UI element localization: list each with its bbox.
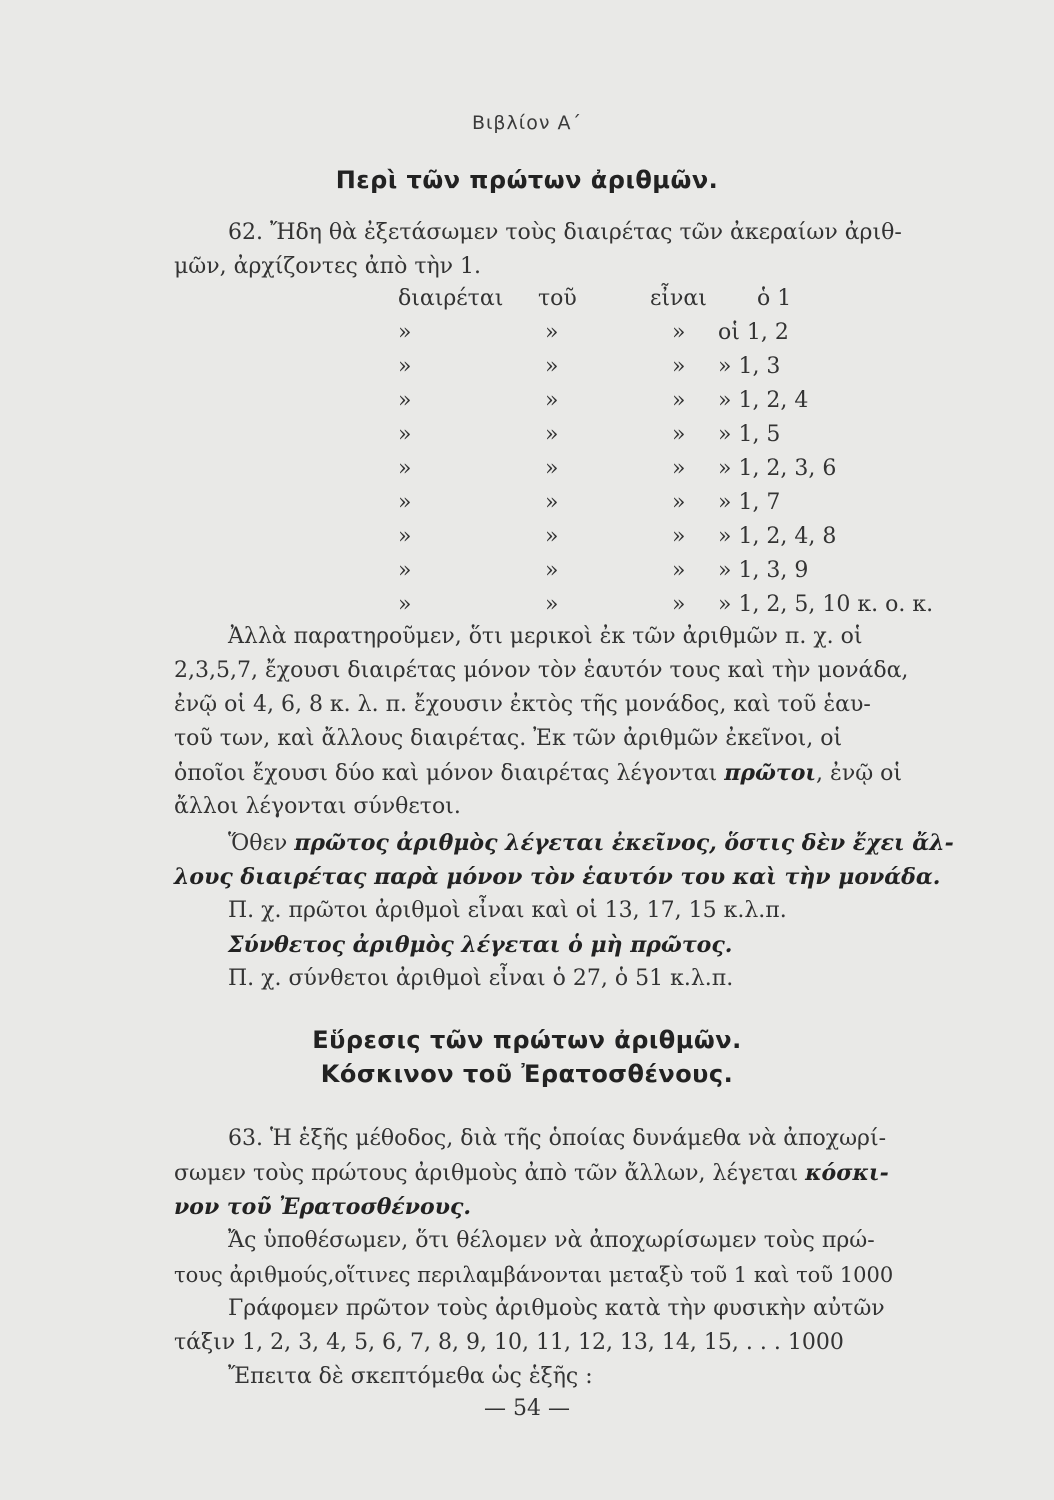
divisor-cell-c5: » 1, 3 [718, 354, 781, 379]
term-prime: πρῶτοι [724, 760, 817, 786]
paragraph-text: σωμεν τοὺς πρώτους ἀριθμοὺς ἀπὸ τῶν ἄλλων, λέγεται [174, 1161, 806, 1186]
divisor-cell-c2: » [545, 490, 559, 515]
divisor-cell-c5: » 1, 7 [718, 490, 781, 515]
divisor-cell-c1: » [398, 320, 412, 345]
definition-prime-line-2: λους διαιρέτας παρὰ μόνον τὸν ἑαυτόν του καὶ τὴν μονάδα. [174, 864, 941, 890]
example-composites: Π. χ. σύνθετοι ἀριθμοὶ εἶναι ὁ 27, ὁ 51 κ.λ.π. [228, 966, 734, 991]
term-sieve: κόσκι- [805, 1160, 889, 1186]
paragraph-62-line-1: 62. Ἤδη θὰ ἐξετάσωμεν τοὺς διαιρέτας τῶν ἀκεραίων ἀριθ- [228, 220, 902, 245]
paragraph-line: τοῦ των, καὶ ἄλλους διαιρέτας. Ἐκ τῶν ἀριθμῶν ἐκεῖνοι, οἱ [174, 726, 843, 751]
paragraph-line [174, 758, 902, 789]
divisor-cell-c4: » [672, 320, 686, 345]
divisor-cell-c2: » [545, 456, 559, 481]
divisor-cell-c4: » [672, 490, 686, 515]
paragraph-63-line [174, 1158, 889, 1189]
divisor-cell-c4: » [672, 558, 686, 583]
divisor-cell-c4: » [672, 592, 686, 617]
divisor-cell-c1: » [398, 490, 412, 515]
divisor-cell-c4: » [672, 456, 686, 481]
divisor-cell-c4: εἶναι [650, 286, 707, 311]
divisor-cell-c2: » [545, 354, 559, 379]
paragraph-63-line: 63. Ἡ ἑξῆς μέθοδος, διὰ τῆς ὁποίας δυνάμεθα νὰ ἀποχωρί- [228, 1126, 887, 1151]
paragraph-63-line: Ἔπειτα δὲ σκεπτόμεθα ὡς ἑξῆς : [228, 1364, 593, 1389]
paragraph-text: , ἐνῷ οἱ [816, 761, 903, 786]
divisor-cell-c5: » 1, 5 [718, 422, 781, 447]
section-title-finding-primes: Εὕρεσις τῶν πρώτων ἀριθμῶν. [312, 1026, 742, 1054]
paragraph-line: Ἀλλὰ παρατηροῦμεν, ὅτι μερικοὶ ἐκ τῶν ἀριθμῶν π. χ. οἱ [228, 624, 863, 649]
divisor-cell-c1: διαιρέται [398, 286, 504, 311]
paragraph-text: ὁποῖοι ἔχουσι δύο καὶ μόνον διαιρέτας λέγονται [174, 761, 725, 786]
divisor-cell-c5: » 1, 2, 4 [718, 388, 809, 413]
term-sieve-continued: νον τοῦ Ἐρατοσθένους. [174, 1194, 472, 1220]
paragraph-line: ἄλλοι λέγονται σύνθετοι. [174, 794, 461, 819]
running-header: Βιβλίον Α΄ [471, 112, 583, 134]
section-title-prime-numbers: Περὶ τῶν πρώτων ἀριθμῶν. [335, 166, 719, 194]
definition-lead: Ὅθεν [228, 831, 295, 856]
divisor-cell-c1: » [398, 524, 412, 549]
divisor-cell-c1: » [398, 388, 412, 413]
paragraph-63-line: Ἄς ὑποθέσωμεν, ὅτι θέλομεν νὰ ἀποχωρίσωμεν τοὺς πρώ- [228, 1228, 875, 1253]
divisor-cell-c5: ὁ 1 [757, 286, 792, 311]
divisor-cell-c4: » [672, 354, 686, 379]
divisor-cell-c1: » [398, 354, 412, 379]
divisor-cell-c4: » [672, 422, 686, 447]
definition-bold: πρῶτος ἀριθμὸς λέγεται ἐκεῖνος, ὅστις δὲν ἔχει ἄλ- [294, 830, 954, 856]
divisor-cell-c2: » [545, 320, 559, 345]
divisor-cell-c5: » 1, 3, 9 [718, 558, 809, 583]
divisor-cell-c1: » [398, 592, 412, 617]
page-number: — 54 — [484, 1396, 570, 1421]
example-primes: Π. χ. πρῶτοι ἀριθμοὶ εἶναι καὶ οἱ 13, 17, 15 κ.λ.π. [228, 898, 787, 923]
paragraph-63-line: Γράφομεν πρῶτον τοὺς ἀριθμοὺς κατὰ τὴν φυσικὴν αὐτῶν [228, 1296, 885, 1321]
paragraph-62-line-2: μῶν, ἀρχίζοντες ἀπὸ τὴν 1. [174, 254, 482, 279]
divisor-cell-c2: » [545, 592, 559, 617]
divisor-cell-c5: » 1, 2, 5, 10 κ. ο. κ. [718, 592, 934, 617]
divisor-cell-c2: τοῦ [538, 286, 577, 311]
divisor-cell-c5: » 1, 2, 3, 6 [718, 456, 837, 481]
divisor-cell-c4: » [672, 524, 686, 549]
divisor-cell-c2: » [545, 524, 559, 549]
divisor-cell-c1: » [398, 422, 412, 447]
section-title-sieve: Κόσκινον τοῦ Ἐρατοσθένους. [320, 1060, 734, 1088]
paragraph-line: 2,3,5,7, ἔχουσι διαιρέτας μόνον τὸν ἑαυτόν τους καὶ τὴν μονάδα, [174, 658, 909, 683]
paragraph-line: ἐνῷ οἱ 4, 6, 8 κ. λ. π. ἔχουσιν ἐκτὸς τῆς μονάδος, καὶ τοῦ ἑαυ- [174, 692, 871, 717]
divisor-cell-c1: » [398, 456, 412, 481]
divisor-cell-c2: » [545, 422, 559, 447]
definition-prime-line-1 [228, 828, 954, 859]
divisor-cell-c1: » [398, 558, 412, 583]
divisor-cell-c5: οἱ 1, 2 [718, 320, 789, 345]
divisor-cell-c2: » [545, 558, 559, 583]
divisor-cell-c2: » [545, 388, 559, 413]
paragraph-63-line: τάξιν 1, 2, 3, 4, 5, 6, 7, 8, 9, 10, 11, 12, 13, 14, 15, . . . 1000 [174, 1330, 844, 1355]
divisor-cell-c4: » [672, 388, 686, 413]
paragraph-63-line: τους ἀριθμούς,οἵτινες περιλαμβάνονται μεταξὺ τοῦ 1 καὶ τοῦ 1000 [174, 1263, 894, 1287]
definition-composite: Σύνθετος ἀριθμὸς λέγεται ὁ μὴ πρῶτος. [228, 932, 733, 958]
divisor-cell-c5: » 1, 2, 4, 8 [718, 524, 837, 549]
